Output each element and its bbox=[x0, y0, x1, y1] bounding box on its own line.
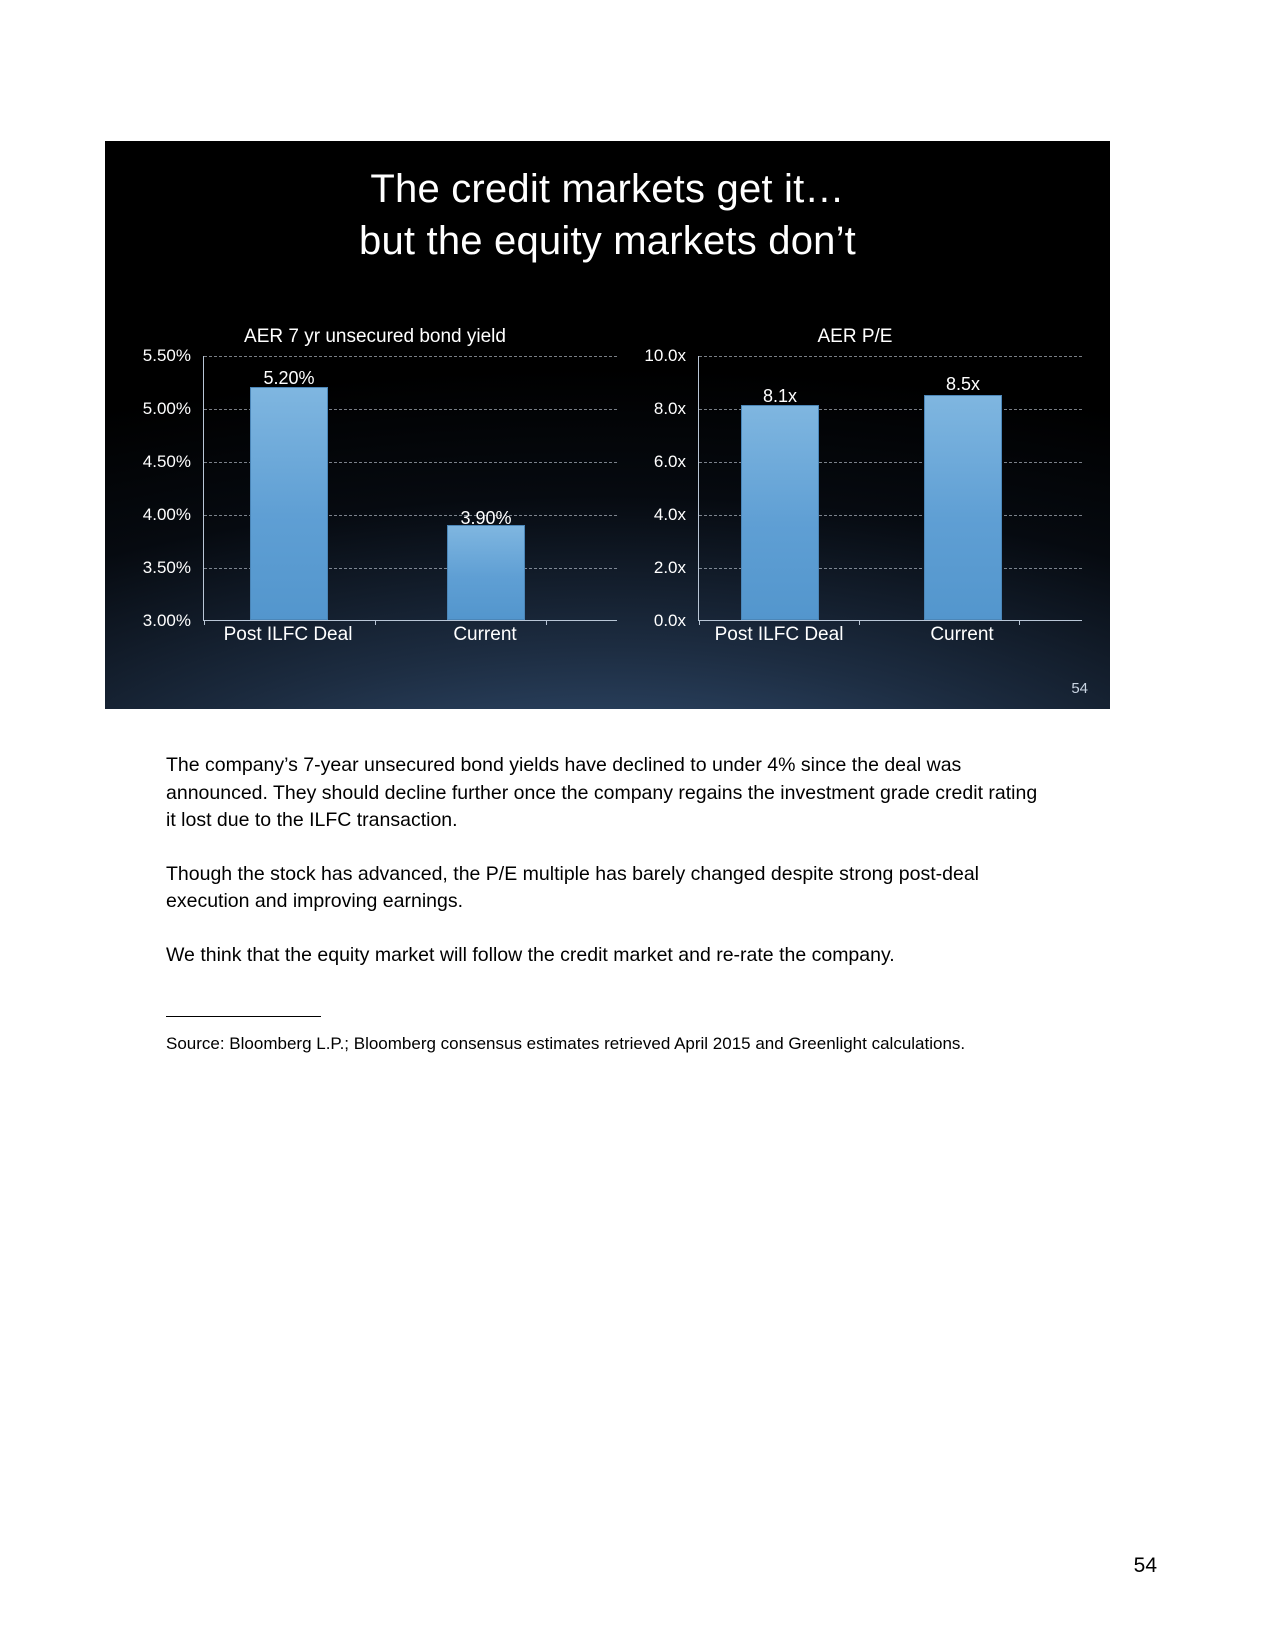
y-tick-label: 6.0x bbox=[653, 452, 686, 471]
x-tick-label: Post ILFC Deal bbox=[223, 624, 353, 645]
x-tick-label: Post ILFC Deal bbox=[714, 624, 844, 645]
bar-value-label: 5.20% bbox=[263, 368, 315, 388]
paragraph-3: We think that the equity market will follow the credit market and re-rate the company. bbox=[166, 943, 895, 966]
chart-title-bond-yield: AER 7 yr unsecured bond yield bbox=[244, 326, 506, 347]
y-tick-label: 0.0x bbox=[653, 611, 686, 630]
plot-wrap-bond-yield bbox=[125, 346, 625, 645]
bar-post-ilfc-deal bbox=[250, 387, 328, 620]
chart-pe bbox=[620, 326, 1090, 666]
slide-title-line2: but the equity markets don’t bbox=[359, 219, 856, 263]
slide-title-line1: The credit markets get it… bbox=[370, 167, 845, 211]
gridline bbox=[204, 356, 617, 357]
x-tick-label: Current bbox=[930, 624, 994, 645]
paragraph-1: The company’s 7-year unsecured bond yields have declined to under 4% since the deal was announced. They should decline further once the company regains the investment grade credit rating it lost due to the ILFC transaction. bbox=[166, 754, 1038, 831]
plot-area-pe bbox=[698, 356, 1082, 621]
source-note: Source: Bloomberg L.P.; Bloomberg consensus estimates retrieved April 2015 and Greenlight calculations. bbox=[166, 1034, 966, 1053]
body-text bbox=[166, 752, 1050, 995]
bar-current bbox=[447, 525, 525, 620]
chart-title-pe: AER P/E bbox=[817, 326, 893, 347]
bar-current bbox=[924, 395, 1002, 620]
y-tick-label: 3.50% bbox=[142, 558, 191, 577]
y-tick-label: 4.50% bbox=[142, 452, 191, 471]
document-page-number: 54 bbox=[1133, 1554, 1157, 1577]
y-tick-label: 4.0x bbox=[653, 505, 686, 524]
y-axis-pe bbox=[620, 346, 692, 630]
chart-bond-yield bbox=[125, 326, 625, 666]
bar-post-ilfc-deal bbox=[741, 405, 819, 620]
x-tick-label: Current bbox=[453, 624, 517, 645]
y-axis-bond-yield bbox=[125, 346, 197, 630]
y-tick-label: 10.0x bbox=[644, 346, 686, 365]
y-tick-label: 3.00% bbox=[142, 611, 191, 630]
slide-title bbox=[105, 163, 1110, 267]
y-tick-label: 5.00% bbox=[142, 399, 191, 418]
plot-wrap-pe bbox=[620, 346, 1090, 645]
gridline bbox=[699, 356, 1082, 357]
bar-value-label: 3.90% bbox=[460, 508, 512, 528]
bar-value-label: 8.1x bbox=[762, 386, 798, 406]
x-axis-bond-yield bbox=[203, 624, 617, 654]
x-axis-pe bbox=[698, 624, 1082, 654]
plot-area-bond-yield bbox=[203, 356, 617, 621]
slide-page-number: 54 bbox=[1071, 680, 1088, 697]
y-tick-label: 8.0x bbox=[653, 399, 686, 418]
paragraph-2: Though the stock has advanced, the P/E multiple has barely changed despite strong post-deal execution and improving earnings. bbox=[166, 862, 980, 912]
y-tick-label: 4.00% bbox=[142, 505, 191, 524]
presentation-slide bbox=[105, 141, 1110, 709]
bar-value-label: 8.5x bbox=[945, 374, 981, 394]
y-tick-label: 2.0x bbox=[653, 558, 686, 577]
y-tick-label: 5.50% bbox=[142, 346, 191, 365]
source-divider bbox=[166, 1016, 321, 1017]
